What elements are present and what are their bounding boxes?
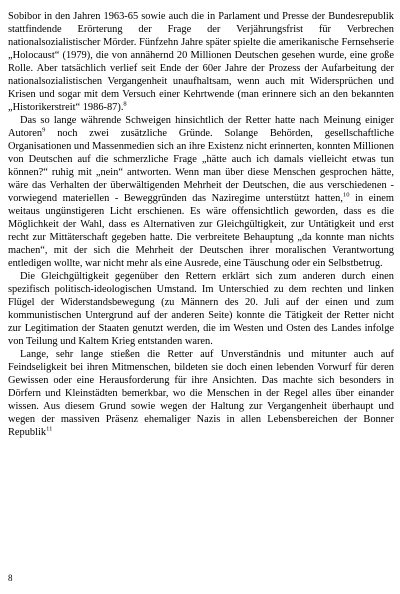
paragraph xyxy=(8,10,394,114)
paragraph xyxy=(8,270,394,348)
footnote-marker: 8 xyxy=(123,100,127,108)
paragraph-text: Das so lange währende Schweigen hinsichtlich der Retter hatte nach Meinung einiger Autoren xyxy=(8,115,394,139)
footnote-marker: 9 xyxy=(42,126,46,134)
paragraph xyxy=(8,114,394,270)
paragraph-text: Sobibor in den Jahren 1963-65 sowie auch die in Parlament und Presse der Bundesrepublik stattfindende Erörterung der Frage der Verjährungsfrist für Verbrechen nationalsozialistischer Mörder. Fünfzehn Jahre später spielte die amerikanische Fernsehserie „Holocaust“ (1979), die von annähernd 20 Millionen Deutschen gesehen wurde, eine große Rolle. Aber tatsächlich verlief seit Ende der 60er Jahre der Prozess der Aufarbeitung der nationalsozialistischen Vergangenheit unaufhaltsam, wenn auch mit Widersprüchen und Krisen und sogar mit dem Versuch einer Kehrtwende (man erinnere sich an den bekannten „Historikerstreit“ 1986-87). xyxy=(8,11,394,113)
paragraph xyxy=(8,348,394,439)
paragraph-text: Lange, sehr lange stießen die Retter auf Unverständnis und mitunter auch auf Feindseligkeit bei ihren Mitmenschen, bildeten sie doch einen lebenden Vorwurf für deren Gewissen oder eine Herausforderung für ihre Ansichten. Das machte sich besonders in Dörfern und Kleinstädten bemerkbar, wo die Menschen in der Regel alles über einander wissen. Aus diesem Grund sowie wegen der Haltung zur Vergangenheit überhaupt und wegen der massiven Präsenz ehemaliger Nazis in allen Lebensbereichen der Bonner Republik xyxy=(8,349,394,438)
paragraph-text: Die Gleichgültigkeit gegenüber den Rettern erklärt sich zum anderen durch einen spezifisch politisch-ideologischen Umstand. Im Unterschied zu dem rechten und linken Flügel der Widerstandsbewegung (zu Männern des 20. Juli auf der einen und zum kommunistischen Untergrund auf der anderen Seite) konnte die Tätigkeit der Retter nicht zur Legitimation der Staaten genutzt werden, die im Westen und Osten des Landes infolge von Teilung und Kaltem Krieg entstanden waren. xyxy=(8,271,394,347)
body-text xyxy=(8,10,394,439)
paragraph-text: noch zwei zusätzliche Gründe. Solange Behörden, gesellschaftliche Organisationen und Massenmedien sich an ihre Existenz nicht erinnerten, konnten Millionen von Deutschen auf die schmerzliche Frage „hätte auch ich damals vielleicht etwas tun können?“ ruhig mit „nein“ antworten. Wenn man über diese Menschen gesprochen hätte, wäre das Verhalten der überwältigenden Mehrheit der Deutschen, die aus verschiedenen - vorwiegend materiellen - Beweggründen das Naziregime unterstützt hatten, xyxy=(8,128,394,204)
footnote-marker: 10 xyxy=(342,191,350,199)
footnote-marker: 11 xyxy=(46,425,53,433)
page-number: 8 xyxy=(8,573,13,583)
paragraph-text: in einem weitaus ungünstigeren Licht erschienen. Es wäre offensichtlich geworden, dass es die Möglichkeit der Wahl, dass es Alternativen zur Gleichgültigkeit, zur Untätigkeit und erst recht zur Mittäterschaft gegeben hatte. Die verbreitete Behauptung „da konnte man nichts machen“, mit der sich die Mehrheit der Deutschen ihrer moralischen Verantwortung entledigen wollte, war nicht mehr als eine Ausrede, eine Täuschung oder ein Selbstbetrug. xyxy=(8,193,394,269)
